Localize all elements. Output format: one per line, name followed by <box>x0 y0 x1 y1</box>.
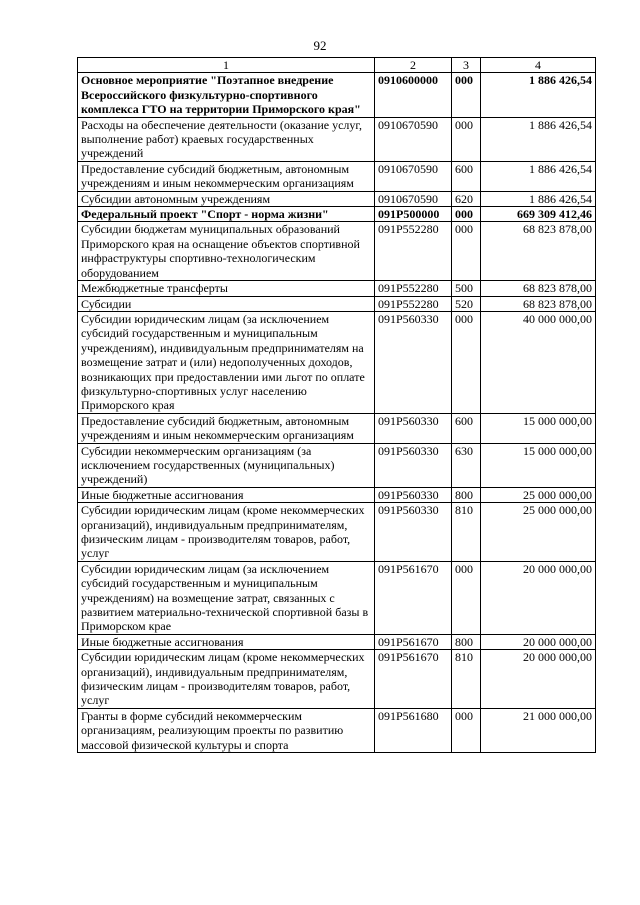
table-row <box>78 207 596 222</box>
row-type-cell: 630 <box>452 443 481 487</box>
row-name-cell: Иные бюджетные ассигнования <box>78 634 375 649</box>
row-code-cell: 0910670590 <box>375 117 452 161</box>
row-code-cell: 091P560330 <box>375 487 452 502</box>
row-code-cell: 091P560330 <box>375 443 452 487</box>
row-code-cell: 091P561670 <box>375 634 452 649</box>
row-amount-cell: 15 000 000,00 <box>481 443 596 487</box>
row-code-cell: 0910670590 <box>375 191 452 206</box>
row-name-cell: Субсидии <box>78 296 375 311</box>
row-amount-cell: 1 886 426,54 <box>481 191 596 206</box>
row-amount-cell: 20 000 000,00 <box>481 561 596 634</box>
row-amount-cell: 40 000 000,00 <box>481 311 596 413</box>
row-type-cell: 800 <box>452 487 481 502</box>
row-type-cell: 000 <box>452 561 481 634</box>
table-row <box>78 708 596 752</box>
row-amount-cell: 1 886 426,54 <box>481 117 596 161</box>
row-type-cell: 000 <box>452 117 481 161</box>
row-amount-cell: 20 000 000,00 <box>481 634 596 649</box>
table-row <box>78 222 596 281</box>
column-header-4: 4 <box>481 58 596 73</box>
row-amount-cell: 68 823 878,00 <box>481 222 596 281</box>
row-type-cell: 000 <box>452 311 481 413</box>
row-name-cell: Предоставление субсидий бюджетным, автономным учреждениям и иным некоммерческим организациям <box>78 161 375 191</box>
row-code-cell: 091P552280 <box>375 222 452 281</box>
table-row <box>78 311 596 413</box>
row-amount-cell: 669 309 412,46 <box>481 207 596 222</box>
table-row <box>78 117 596 161</box>
row-code-cell: 091P552280 <box>375 281 452 296</box>
table-row <box>78 296 596 311</box>
row-type-cell: 600 <box>452 413 481 443</box>
row-name-cell: Предоставление субсидий бюджетным, автономным учреждениям и иным некоммерческим организациям <box>78 413 375 443</box>
table-row <box>78 634 596 649</box>
row-name-cell: Расходы на обеспечение деятельности (оказание услуг, выполнение работ) краевых государственных учреждений <box>78 117 375 161</box>
row-name-cell: Субсидии юридическим лицам (кроме некоммерческих организаций), индивидуальным предпринимателям, физическим лицам - производителям товаров, работ, услуг <box>78 503 375 562</box>
budget-table <box>77 57 596 753</box>
row-name-cell: Субсидии юридическим лицам (кроме некоммерческих организаций), индивидуальным предпринимателям, физическим лицам - производителям товаров, работ, услуг <box>78 650 375 709</box>
row-type-cell: 000 <box>452 708 481 752</box>
table-row <box>78 161 596 191</box>
table-row <box>78 487 596 502</box>
row-amount-cell: 1 886 426,54 <box>481 73 596 117</box>
row-code-cell: 091P561670 <box>375 561 452 634</box>
row-type-cell: 600 <box>452 161 481 191</box>
column-header-2: 2 <box>375 58 452 73</box>
table-row <box>78 443 596 487</box>
row-type-cell: 810 <box>452 503 481 562</box>
row-amount-cell: 25 000 000,00 <box>481 487 596 502</box>
table-row <box>78 561 596 634</box>
row-code-cell: 091P552280 <box>375 296 452 311</box>
row-amount-cell: 15 000 000,00 <box>481 413 596 443</box>
row-code-cell: 091P560330 <box>375 413 452 443</box>
row-name-cell: Федеральный проект "Спорт - норма жизни" <box>78 207 375 222</box>
row-amount-cell: 1 886 426,54 <box>481 161 596 191</box>
row-code-cell: 091P560330 <box>375 311 452 413</box>
row-code-cell: 0910670590 <box>375 161 452 191</box>
table-row <box>78 191 596 206</box>
table-row <box>78 650 596 709</box>
row-type-cell: 000 <box>452 222 481 281</box>
row-amount-cell: 68 823 878,00 <box>481 281 596 296</box>
row-code-cell: 091P560330 <box>375 503 452 562</box>
row-code-cell: 091P561680 <box>375 708 452 752</box>
row-amount-cell: 21 000 000,00 <box>481 708 596 752</box>
row-type-cell: 500 <box>452 281 481 296</box>
row-name-cell: Межбюджетные трансферты <box>78 281 375 296</box>
row-name-cell: Субсидии автономным учреждениям <box>78 191 375 206</box>
row-code-cell: 0910600000 <box>375 73 452 117</box>
column-header-1: 1 <box>78 58 375 73</box>
page-number: 92 <box>313 38 327 53</box>
row-type-cell: 000 <box>452 207 481 222</box>
row-name-cell: Гранты в форме субсидий некоммерческим организациям, реализующим проекты по развитию массовой физической культуры и спорта <box>78 708 375 752</box>
row-name-cell: Субсидии юридическим лицам (за исключением субсидий государственным и муниципальным учреждениям), индивидуальным предпринимателям на возмещение затрат и (или) недополученных доходов, возникающих при предоставлении ими льгот по оплате физкультурно-спортивных услуг населению Приморского края <box>78 311 375 413</box>
row-amount-cell: 68 823 878,00 <box>481 296 596 311</box>
table-row <box>78 73 596 117</box>
row-type-cell: 800 <box>452 634 481 649</box>
row-amount-cell: 25 000 000,00 <box>481 503 596 562</box>
row-name-cell: Основное мероприятие "Поэтапное внедрение Всероссийского физкультурно-спортивного комплекса ГТО на территории Приморского края" <box>78 73 375 117</box>
row-type-cell: 620 <box>452 191 481 206</box>
row-code-cell: 091P500000 <box>375 207 452 222</box>
row-type-cell: 810 <box>452 650 481 709</box>
table-header-row <box>78 58 596 73</box>
table-row <box>78 281 596 296</box>
table-row <box>78 413 596 443</box>
row-type-cell: 520 <box>452 296 481 311</box>
column-header-3: 3 <box>452 58 481 73</box>
row-name-cell: Иные бюджетные ассигнования <box>78 487 375 502</box>
row-type-cell: 000 <box>452 73 481 117</box>
row-name-cell: Субсидии бюджетам муниципальных образований Приморского края на оснащение объектов спортивной инфраструктуры спортивно-технологическим оборудованием <box>78 222 375 281</box>
table-row <box>78 503 596 562</box>
row-code-cell: 091P561670 <box>375 650 452 709</box>
row-amount-cell: 20 000 000,00 <box>481 650 596 709</box>
row-name-cell: Субсидии юридическим лицам (за исключением субсидий государственным и муниципальным учреждениям) на возмещение затрат, связанных с развитием материально-технической спортивной базы в Приморском крае <box>78 561 375 634</box>
row-name-cell: Субсидии некоммерческим организациям (за исключением государственных (муниципальных) учреждений) <box>78 443 375 487</box>
